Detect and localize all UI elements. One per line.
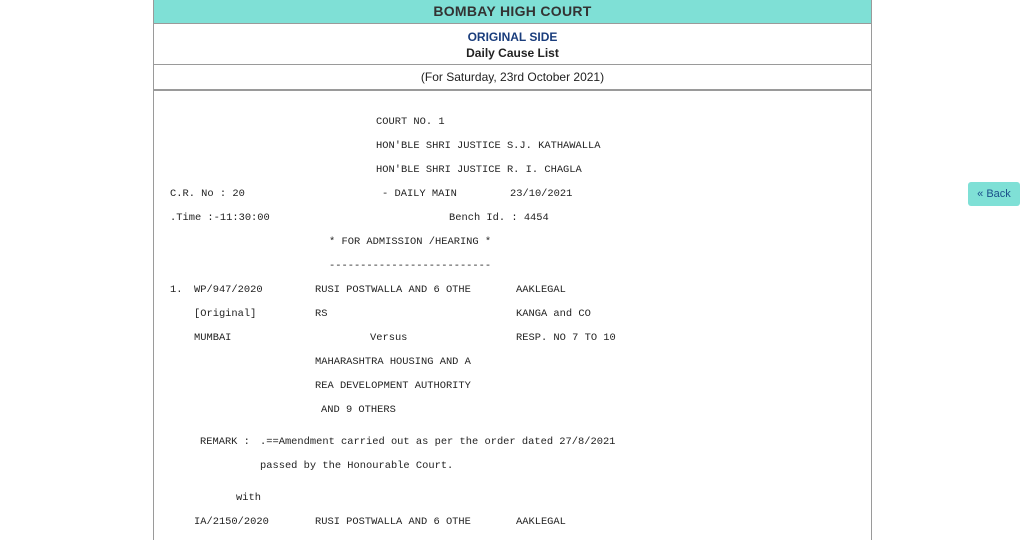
advocate-line: AAKLEGAL <box>516 284 566 296</box>
respondent-line: REA DEVELOPMENT AUTHORITY <box>315 380 471 392</box>
versus-label: Versus <box>370 332 408 344</box>
remark-label: REMARK : <box>200 436 250 448</box>
case-number: WP/947/2020 <box>194 284 263 296</box>
side-title: ORIGINAL SIDE <box>467 30 558 44</box>
case-serial: 1. <box>170 284 183 296</box>
case-number: IA/2150/2020 <box>194 516 269 528</box>
side-header <box>154 24 871 65</box>
remark-text: passed by the Honourable Court. <box>260 460 454 472</box>
justice-name-1: HON'BLE SHRI JUSTICE S.J. KATHAWALLA <box>376 140 601 152</box>
list-type: Daily Cause List <box>466 46 559 60</box>
case-place: MUMBAI <box>194 332 232 344</box>
stage-heading: * FOR ADMISSION /HEARING * <box>329 236 492 248</box>
respondent-line: MAHARASHTRA HOUSING AND A <box>315 356 471 368</box>
case-status: [Original] <box>194 308 257 320</box>
stage-separator: -------------------------- <box>329 260 492 272</box>
advocate-line: KANGA and CO <box>516 308 591 320</box>
petitioner-line: RUSI POSTWALLA AND 6 OTHE <box>315 516 471 528</box>
back-button[interactable]: « Back <box>968 182 1020 206</box>
cause-list-body <box>154 91 871 551</box>
remark-text: .==Amendment carried out as per the order dated 27/8/2021 <box>260 436 616 448</box>
petitioner-line: RS <box>315 308 328 320</box>
justice-name-2: HON'BLE SHRI JUSTICE R. I. CHAGLA <box>376 164 582 176</box>
cr-number: C.R. No : 20 <box>170 188 245 200</box>
court-number: COURT NO. 1 <box>376 116 445 128</box>
advocate-line: AAKLEGAL <box>516 516 566 528</box>
advocate-line: RESP. NO 7 TO 10 <box>516 332 616 344</box>
petitioner-line: RUSI POSTWALLA AND 6 OTHE <box>315 284 471 296</box>
with-label: with <box>236 492 261 504</box>
court-title-bar: BOMBAY HIGH COURT <box>154 0 871 24</box>
board-date: 23/10/2021 <box>510 188 573 200</box>
court-time: .Time :-11:30:00 <box>170 212 270 224</box>
respondent-line: AND 9 OTHERS <box>321 404 396 416</box>
list-date: (For Saturday, 23rd October 2021) <box>154 65 871 91</box>
board-type: - DAILY MAIN <box>382 188 457 200</box>
cause-list-panel <box>153 0 872 540</box>
bench-id: Bench Id. : 4454 <box>449 212 549 224</box>
